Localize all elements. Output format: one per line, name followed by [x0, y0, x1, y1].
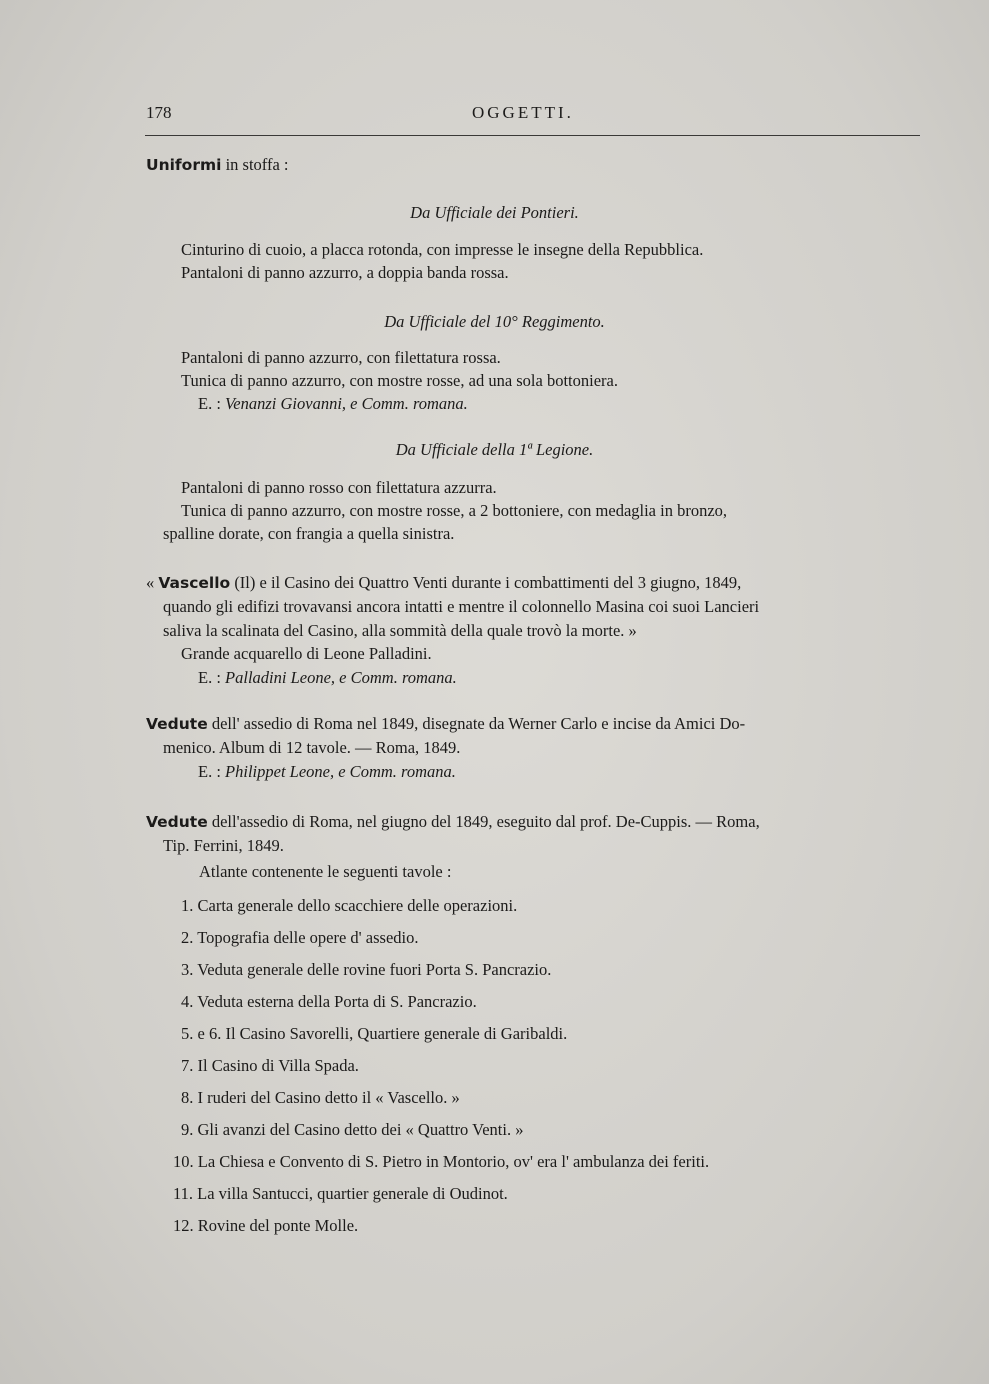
reggimento-line-2: Tunica di panno azzurro, con mostre rosse, ad una sola bottoniera.: [181, 371, 618, 390]
reggimento-title: Da Ufficiale del 10° Reggimento.: [384, 312, 605, 331]
reggimento-credit: E. : Venanzi Giovanni, e Comm. romana.: [198, 394, 468, 413]
vascello-line-4: Grande acquarello di Leone Palladini.: [181, 644, 432, 663]
pontieri-title: Da Ufficiale dei Pontieri.: [410, 203, 579, 222]
vascello-line-1: « Vascello (Il) e il Casino dei Quattro Venti durante i combattimenti del 3 giugno, 1849,: [146, 573, 742, 592]
running-head: [0, 103, 989, 127]
reggimento-line-1: Pantaloni di panno azzurro, con filettatura rossa.: [181, 348, 501, 367]
running-title: OGGETTI.: [472, 103, 574, 122]
plate-item-8: 9. Gli avanzi del Casino detto dei « Quattro Venti. »: [181, 1120, 524, 1139]
plate-item-7: 8. I ruderi del Casino detto il « Vascello. »: [181, 1088, 460, 1107]
legione-line-3: spalline dorate, con frangia a quella sinistra.: [163, 524, 455, 543]
plate-item-9: 10. La Chiesa e Convento di S. Pietro in Montorio, ov' era l' ambulanza dei feriti.: [173, 1152, 710, 1171]
vascello-credit: E. : Palladini Leone, e Comm. romana.: [198, 668, 457, 687]
vedute1-line-1: Vedute dell' assedio di Roma nel 1849, disegnate da Werner Carlo e incise da Amici Do-: [146, 714, 746, 733]
plate-item-3: 3. Veduta generale delle rovine fuori Porta S. Pancrazio.: [181, 960, 552, 979]
plate-item-6: 7. Il Casino di Villa Spada.: [181, 1056, 359, 1075]
legione-title: Da Ufficiale della 1ª Legione.: [395, 440, 594, 459]
vedute2-line-2: Tip. Ferrini, 1849.: [163, 836, 284, 855]
plate-item-5: 5. e 6. Il Casino Savorelli, Quartiere generale di Garibaldi.: [181, 1024, 568, 1043]
vedute1-line-2: menico. Album di 12 tavole. — Roma, 1849.: [163, 738, 461, 757]
plate-item-11: 12. Rovine del ponte Molle.: [173, 1216, 359, 1235]
vedute2-line-1: Vedute dell'assedio di Roma, nel giugno del 1849, eseguito dal prof. De-Cuppis. — Roma,: [146, 812, 760, 831]
plate-item-4: 4. Veduta esterna della Porta di S. Pancrazio.: [181, 992, 477, 1011]
vedute1-credit: E. : Philippet Leone, e Comm. romana.: [198, 762, 456, 781]
header-rule: [145, 135, 920, 136]
legione-line-2: Tunica di panno azzurro, con mostre rosse, a 2 bottoniere, con medaglia in bronzo,: [181, 501, 728, 520]
plate-item-1: 1. Carta generale dello scacchiere delle operazioni.: [181, 896, 518, 915]
vedute2-line-3: Atlante contenente le seguenti tavole :: [199, 862, 452, 881]
plate-item-2: 2. Topografia delle opere d' assedio.: [181, 928, 419, 947]
vascello-line-2: quando gli edifizi trovavansi ancora intatti e mentre il colonnello Masina coi suoi Lancieri: [163, 597, 760, 616]
vascello-line-3: saliva la scalinata del Casino, alla sommità della quale trovò la morte. »: [163, 621, 637, 640]
uniformi-heading: Uniformi in stoffa :: [146, 155, 289, 174]
pontieri-line-1: Cinturino di cuoio, a placca rotonda, con impresse le insegne della Repubblica.: [181, 240, 704, 259]
pontieri-line-2: Pantaloni di panno azzurro, a doppia banda rossa.: [181, 263, 509, 282]
page-number: 178: [146, 103, 172, 122]
plate-item-10: 11. La villa Santucci, quartier generale di Oudinot.: [173, 1184, 508, 1203]
legione-line-1: Pantaloni di panno rosso con filettatura azzurra.: [181, 478, 497, 497]
